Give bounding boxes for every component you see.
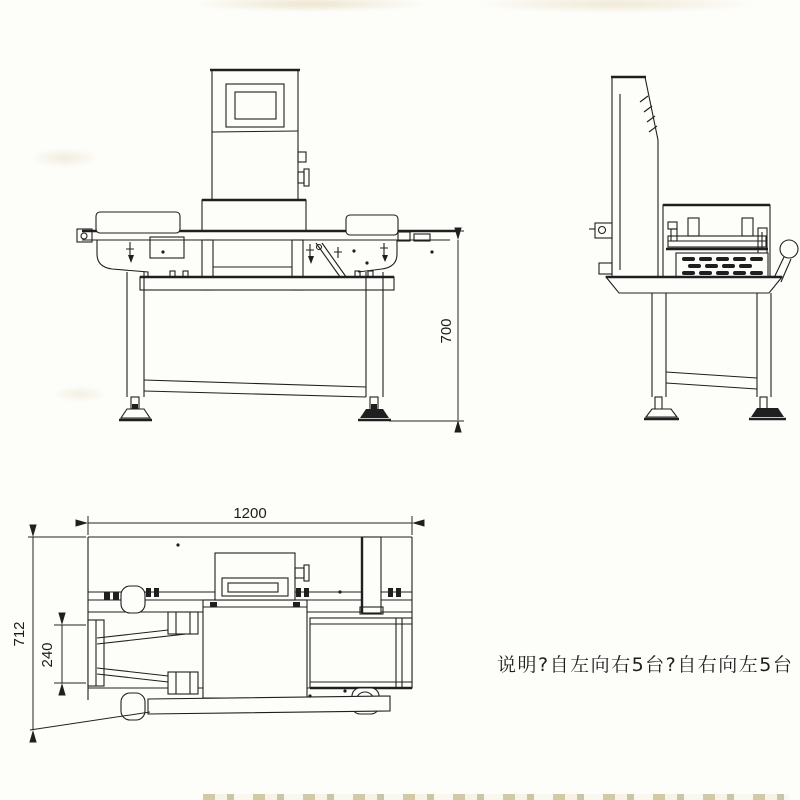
- scan-artifact-strip: [203, 794, 789, 800]
- display-pillar: [589, 77, 658, 277]
- note-text: 说明?自左向右5台?自右向左5台: [497, 654, 794, 676]
- pillar-top-view: [362, 537, 381, 613]
- adjustable-foot: [751, 408, 784, 417]
- dimension-1200-label: 1200: [233, 505, 267, 522]
- side-view: [589, 77, 798, 419]
- top-view: [11, 505, 412, 730]
- dimension-700-label: 700: [438, 318, 455, 344]
- control-head-top: [215, 553, 309, 600]
- outfeed-guide: [346, 215, 398, 235]
- dimension-240-label: 240: [39, 642, 56, 668]
- side-knob: [298, 172, 304, 183]
- head-base: [202, 200, 306, 231]
- dimension-240: [39, 625, 86, 683]
- dimension-712-label: 712: [11, 621, 28, 647]
- detector-top: [203, 600, 307, 705]
- dimension-1200: [88, 505, 412, 535]
- front-view: [77, 70, 464, 421]
- table-legs: [119, 272, 391, 420]
- reject-handle: [773, 240, 798, 282]
- side-knob: [298, 152, 306, 162]
- infeed-guide: [96, 212, 180, 233]
- adjustable-foot: [646, 409, 677, 417]
- side-stand: [606, 277, 786, 419]
- adjustable-foot: [121, 409, 150, 418]
- control-head: [202, 70, 309, 231]
- dimension-700: [389, 231, 464, 421]
- side-bracket: [595, 223, 612, 238]
- adjustable-foot: [360, 409, 389, 418]
